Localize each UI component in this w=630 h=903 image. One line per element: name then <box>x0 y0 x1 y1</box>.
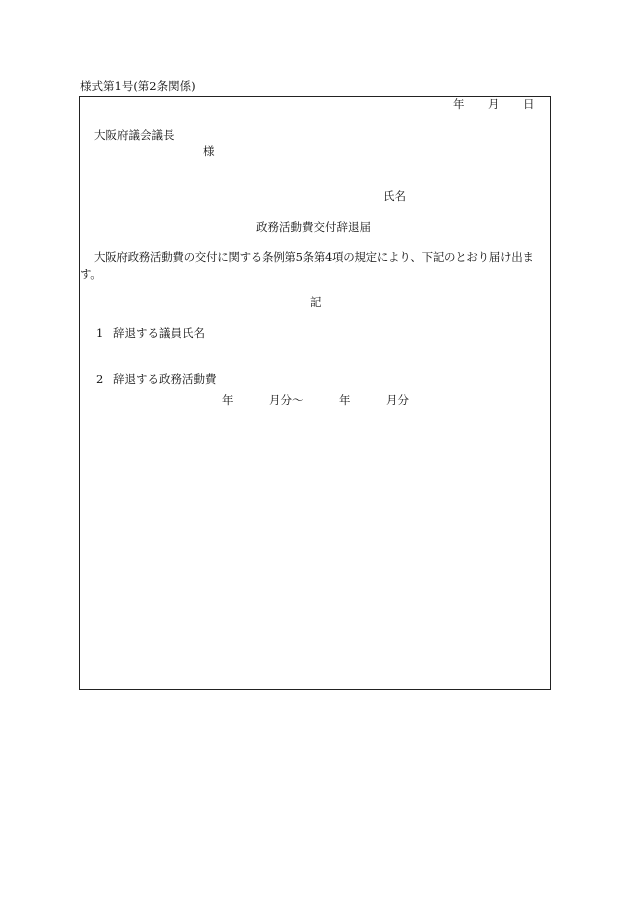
period-month-2: 月分 <box>386 393 409 407</box>
form-frame <box>79 96 551 690</box>
item-1-label: 辞退する議員氏名 <box>113 326 205 340</box>
form-number: 様式第1号(第2条関係) <box>80 79 196 93</box>
body-paragraph: 大阪府政務活動費の交付に関する条例第5条第4項の規定により、下記のとおり届け出ます。 <box>80 250 534 281</box>
period-month-1: 月分〜 <box>269 393 304 407</box>
addressee-title: 大阪府議会議長 <box>94 128 175 142</box>
item-2-label: 辞退する政務活動費 <box>113 372 217 386</box>
addressee-honorific: 様 <box>203 144 215 158</box>
date-year-label: 年 <box>453 97 465 111</box>
date-month-label: 月 <box>488 97 500 111</box>
period-year-1: 年 <box>222 393 234 407</box>
date-day-label: 日 <box>523 97 535 111</box>
ki-label: 記 <box>310 295 322 309</box>
document-title: 政務活動費交付辞退届 <box>256 220 371 234</box>
item-1-number: 1 <box>96 326 104 340</box>
name-label: 氏名 <box>383 189 406 203</box>
period-year-2: 年 <box>339 393 351 407</box>
item-2-number: 2 <box>96 372 104 386</box>
